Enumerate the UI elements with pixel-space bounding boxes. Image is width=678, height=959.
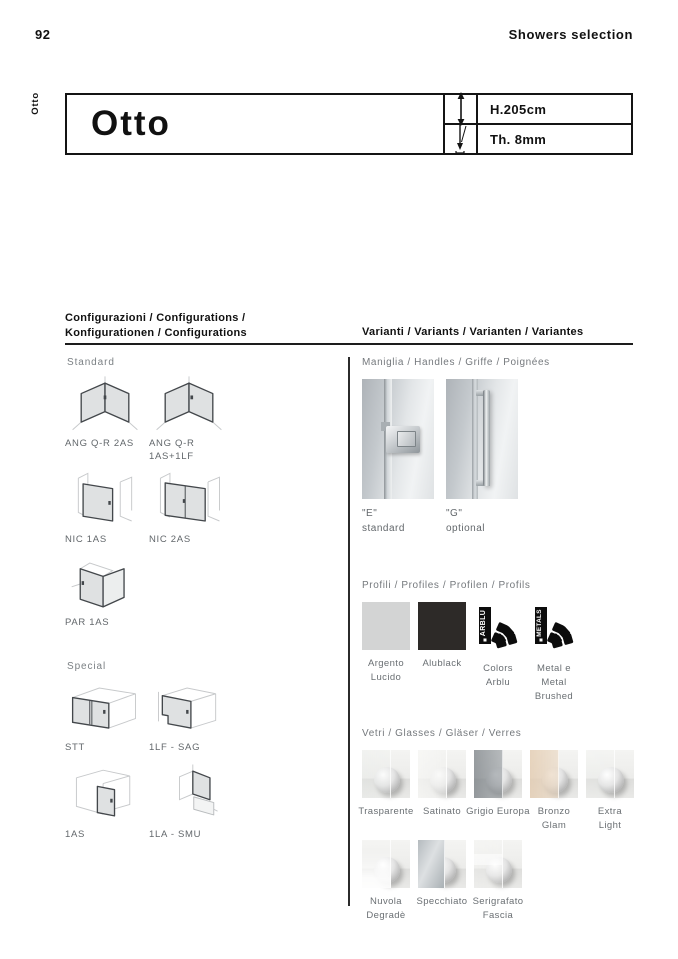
config-row <box>65 472 349 546</box>
glass-label: Bronzo Glam <box>537 806 571 831</box>
configurations-title-line1: Configurazioni / Configurations / <box>65 312 246 324</box>
profiles-section <box>362 580 634 704</box>
config-diagram-single-door-room <box>65 763 145 825</box>
glass-label: Satinato <box>422 806 462 817</box>
fan-text: ARBLU <box>480 609 487 637</box>
glass-swatch <box>586 750 634 798</box>
handle-e-label <box>362 506 434 536</box>
config-code: ANG Q-R 1AS+1LF <box>149 438 195 462</box>
profile-label: Metal e Metal Brushed <box>534 663 574 702</box>
profile-swatch <box>418 602 466 650</box>
glass-label: Nuvola Degradè <box>366 896 406 921</box>
config-row <box>65 555 349 629</box>
side-tab-label: Otto <box>30 92 41 115</box>
glass-pane <box>418 750 447 798</box>
glass-label: Grigio Europa <box>466 806 530 817</box>
handle-g-photo <box>446 379 518 499</box>
config-code: NIC 1AS <box>65 534 107 545</box>
config-item-1lf-sag <box>149 680 233 754</box>
profile-label: Argento Lucido <box>367 658 405 683</box>
glass-swatch <box>474 750 522 798</box>
glass-item-trasparente <box>358 750 414 833</box>
page-number: 92 <box>35 27 51 42</box>
thickness-value: Th. 8mm <box>490 131 547 147</box>
spec-row-height <box>445 95 631 123</box>
config-diagram-niche-single-door <box>65 472 145 530</box>
config-code: PAR 1AS <box>65 617 110 628</box>
height-value: H.205cm <box>490 101 547 117</box>
profile-item-metal-brushed <box>530 602 578 704</box>
configurations-title <box>65 311 247 341</box>
handles-row <box>362 379 634 536</box>
serigraphy-band <box>474 854 502 865</box>
spec-row-thickness <box>445 123 631 153</box>
group-standard-label: Standard <box>67 357 115 368</box>
glass-label: Serigrafato Fascia <box>472 896 524 921</box>
glass-pane <box>418 840 445 888</box>
handle-e-photo <box>362 379 434 499</box>
config-code: ANG Q-R 2AS <box>65 438 134 449</box>
glass-swatch <box>530 750 578 798</box>
section-header: Showers selection <box>508 27 633 42</box>
config-row <box>65 376 349 463</box>
glass-swatch <box>418 840 466 888</box>
config-row <box>65 680 349 754</box>
glass-label: Trasparente <box>358 806 414 817</box>
handle-g-label <box>446 506 518 536</box>
profile-label: Colors Arblu <box>483 663 513 688</box>
config-diagram-fixed-panel-notch <box>149 680 229 738</box>
glass-item-serigrafato-fascia <box>474 840 522 923</box>
handles-section-title: Maniglia / Handles / Griffe / Poignées <box>362 357 550 368</box>
config-item-par-1as <box>65 555 149 629</box>
glass-pane <box>586 750 615 798</box>
glass-item-grigio-europa <box>466 750 530 833</box>
product-title-box <box>65 93 633 155</box>
config-item-nic-2as <box>149 472 233 546</box>
config-diagram-corner-two-doors <box>65 376 145 434</box>
config-item-stt <box>65 680 149 754</box>
config-row <box>65 763 349 841</box>
glasses-section-title: Vetri / Glasses / Gläser / Verres <box>362 728 522 739</box>
profile-label: Alublack <box>422 658 462 669</box>
profiles-section-title: Profili / Profiles / Profilen / Profils <box>362 580 531 591</box>
profile-item-alublack <box>418 602 466 704</box>
glasses-row-2 <box>362 840 634 923</box>
glass-pane <box>474 750 503 798</box>
glass-item-nuvola-degrade <box>362 840 410 923</box>
config-code: 1LA - SMU <box>149 829 202 840</box>
glass-swatch <box>418 750 466 798</box>
config-diagram-walk-in-box <box>65 680 145 738</box>
glass-pane <box>362 750 391 798</box>
spec-column <box>443 95 631 153</box>
configurations-column <box>65 357 349 850</box>
handle-e-knob-hole <box>397 431 416 447</box>
thickness-arrow-icon <box>445 125 478 153</box>
fan-text: METALS <box>536 609 543 637</box>
handle-name: "E" <box>362 508 378 519</box>
handle-e-knob <box>386 426 420 453</box>
handle-g-bar <box>483 390 490 486</box>
glass-pane <box>362 840 391 888</box>
config-item-1la-smu <box>149 763 233 841</box>
group-special-label: Special <box>67 661 107 672</box>
config-item-ang-qr-2as <box>65 376 149 463</box>
config-diagram-niche-double-door <box>149 472 229 530</box>
profile-swatch <box>362 602 410 650</box>
handle-item-g <box>446 379 518 536</box>
glass-label: Extra Light <box>597 806 623 831</box>
profile-item-argento-lucido <box>362 602 410 704</box>
config-item-1as <box>65 763 149 841</box>
config-diagram-wall-enclosure <box>65 555 145 613</box>
product-name: Otto <box>91 104 171 143</box>
glass-pane <box>474 840 503 888</box>
config-code: NIC 2AS <box>149 534 191 545</box>
config-item-nic-1as <box>65 472 149 546</box>
glass-swatch <box>474 840 522 888</box>
profiles-row <box>362 602 634 704</box>
glasses-row-1 <box>358 750 634 833</box>
glass-item-extra-light <box>586 750 634 833</box>
glasses-section <box>358 728 634 923</box>
glass-label: Specchiato <box>416 896 468 907</box>
handle-availability: optional <box>446 523 486 534</box>
glass-swatch <box>362 840 410 888</box>
handle-item-e <box>362 379 434 536</box>
color-fan-metals-icon <box>530 602 578 650</box>
color-fan-arblu-icon <box>474 602 522 650</box>
glass-pane <box>530 750 559 798</box>
glass-swatch <box>362 750 410 798</box>
handle-name: "G" <box>446 508 463 519</box>
config-code: 1LF - SAG <box>149 742 201 753</box>
profile-item-colors-arblu <box>474 602 522 704</box>
height-arrow-icon <box>445 95 478 123</box>
handle-availability: standard <box>362 523 405 534</box>
glass-item-satinato <box>418 750 466 833</box>
configurations-title-line2: Konfigurationen / Configurations <box>65 327 247 339</box>
variants-column <box>358 357 634 923</box>
config-diagram-corner-door-fixed <box>149 376 229 434</box>
config-code: 1AS <box>65 829 86 840</box>
config-item-ang-qr-1as-1lf <box>149 376 233 463</box>
config-code: STT <box>65 742 86 753</box>
header-rule <box>65 343 633 345</box>
glass-item-bronzo-glam <box>530 750 578 833</box>
variants-title: Varianti / Variants / Varianten / Variantes <box>362 326 584 338</box>
config-diagram-corner-panel-low-wall <box>149 763 229 825</box>
glass-item-specchiato <box>418 840 466 923</box>
